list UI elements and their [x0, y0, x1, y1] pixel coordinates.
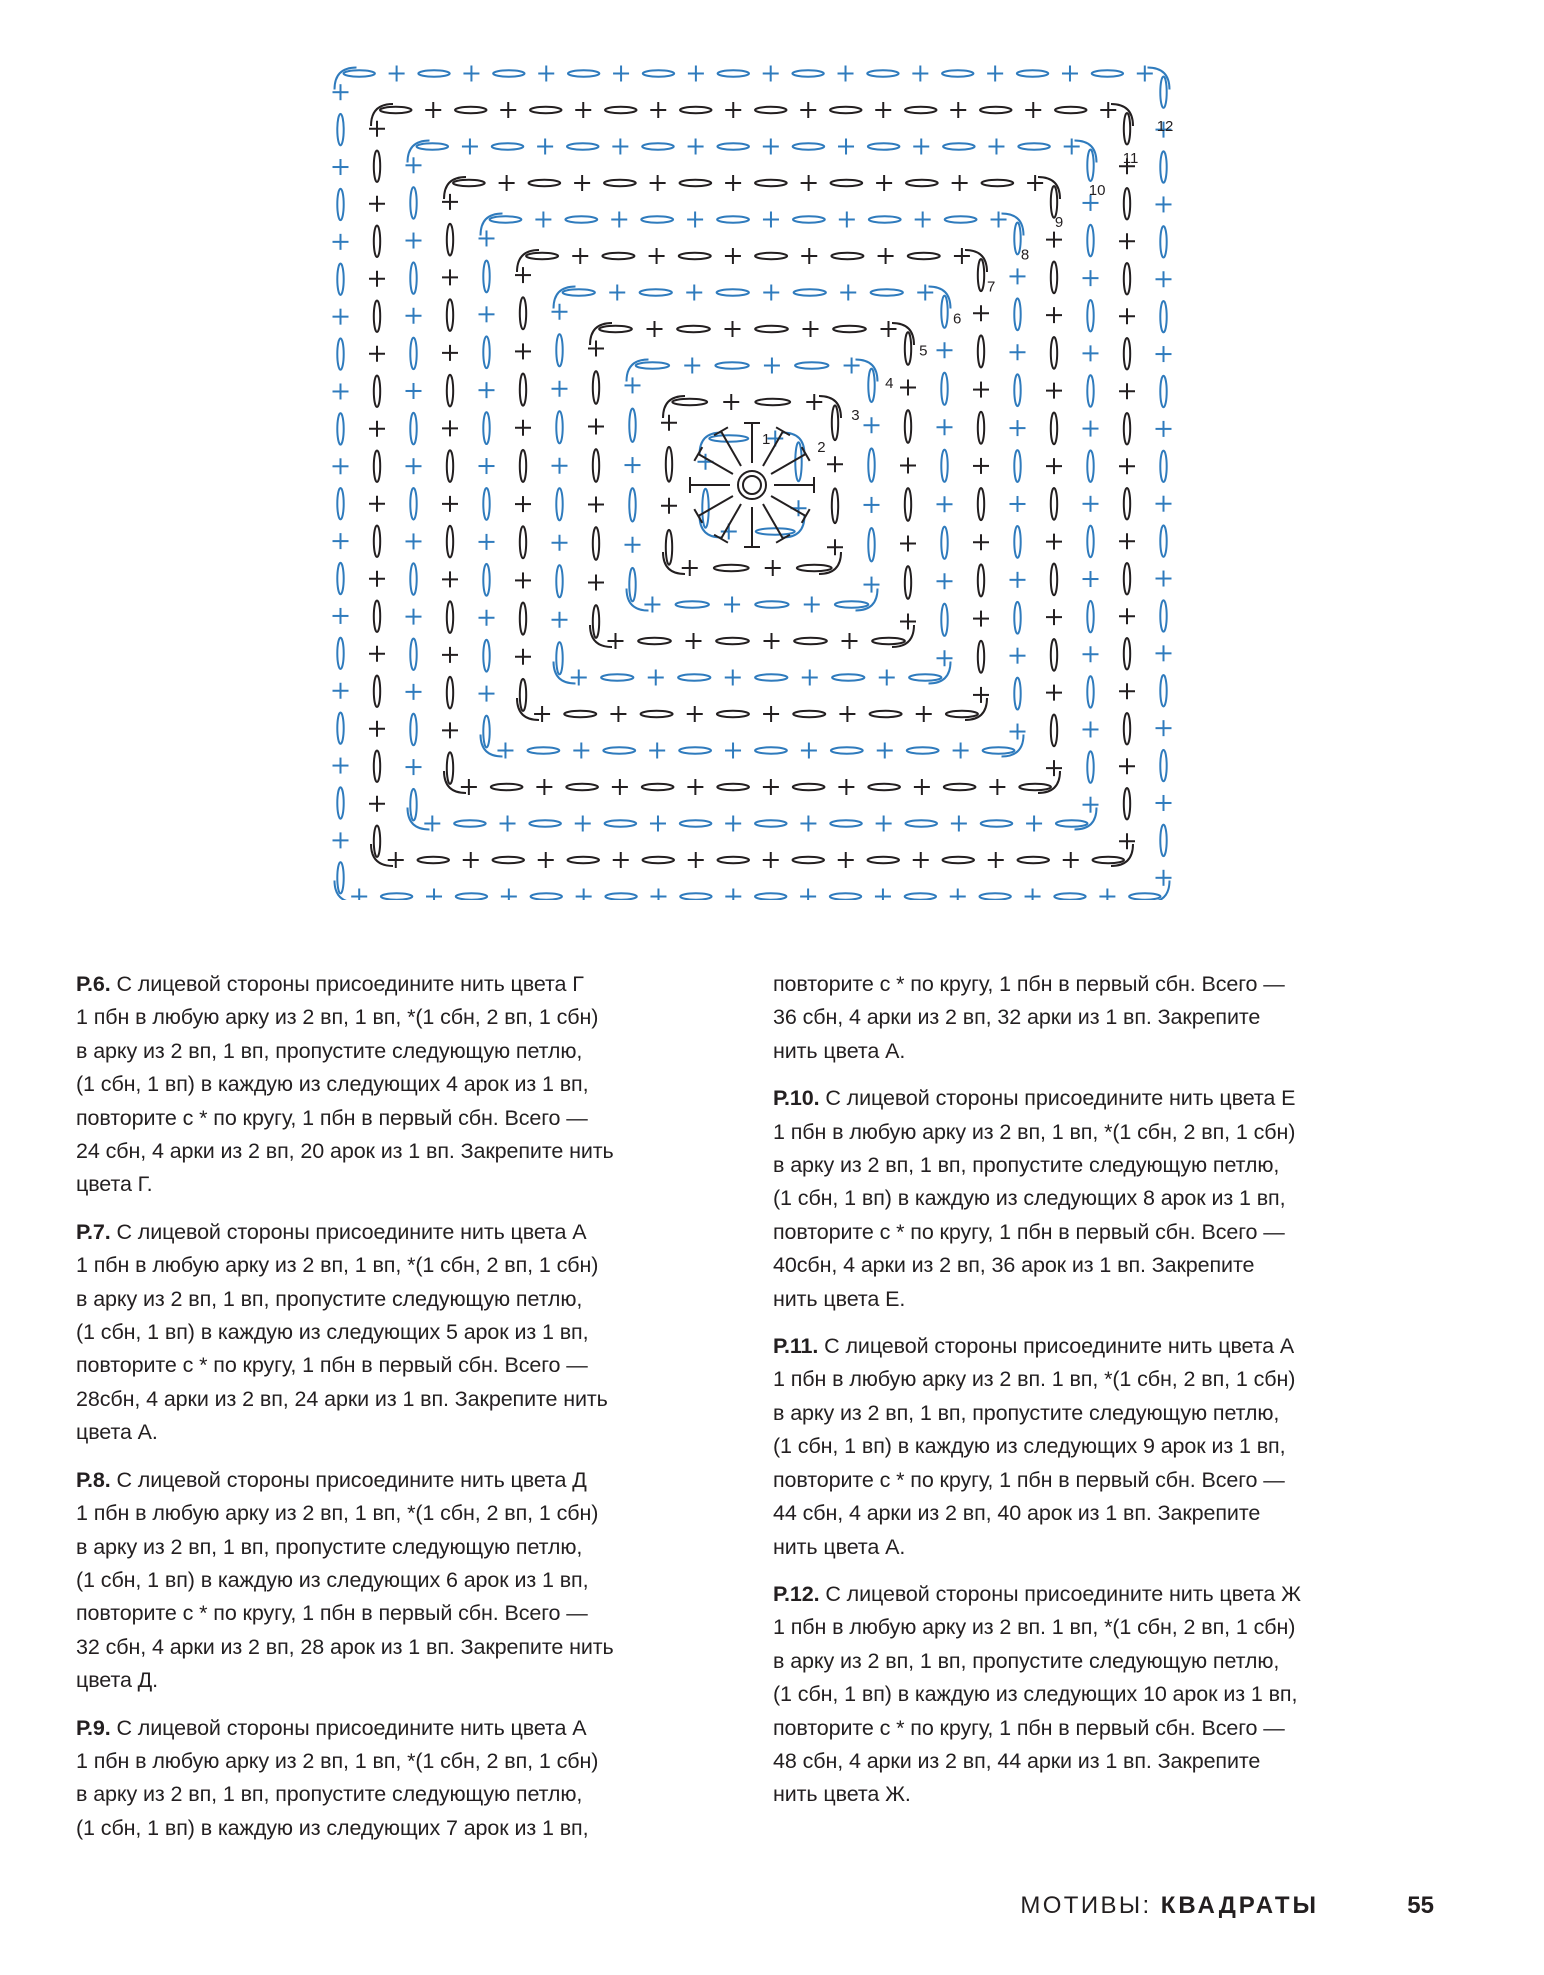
section-label: МОТИВЫ:: [1020, 1892, 1161, 1919]
instruction-line: 1 пбн в любую арку из 2 вп, 1 вп, *(1 сбн, 2 вп, 1 сбн): [773, 1119, 1296, 1144]
instruction-paragraph: [773, 968, 1413, 1068]
instruction-paragraph: [76, 1464, 716, 1698]
instruction-line: цвета А.: [76, 1420, 158, 1445]
chart-row-5: [588, 321, 916, 649]
running-title: [1020, 1892, 1319, 1920]
instruction-line: С лицевой стороны присоедините нить цвета А: [116, 1219, 587, 1244]
instruction-line: в арку из 2 вп, 1 вп, пропустите следующую петлю,: [773, 1400, 1280, 1425]
instruction-paragraph: [76, 1216, 716, 1450]
instructions-left-column: [76, 968, 716, 1859]
chart-row-3: [661, 394, 843, 576]
instruction-paragraph: [76, 1712, 716, 1846]
instruction-line: 32 сбн, 4 арки из 2 вп, 28 арок из 1 вп. Закрепите нить: [76, 1634, 614, 1659]
row-label-1: 1: [762, 431, 771, 448]
chart-row-11: [369, 102, 1135, 868]
row-label-4: 4: [885, 374, 894, 392]
row-label: Р.8.: [76, 1467, 111, 1492]
instruction-line: (1 сбн, 1 вп) в каждую из следующих 6 арок из 1 вп,: [76, 1567, 589, 1592]
instruction-paragraph: [76, 968, 716, 1202]
page-number: 55: [1407, 1892, 1434, 1919]
instruction-line: повторите с * по кругу, 1 пбн в первый сбн. Всего —: [773, 1467, 1285, 1492]
instruction-line: 1 пбн в любую арку из 2 вп, 1 вп, *(1 сбн, 2 вп, 1 сбн): [76, 1253, 599, 1278]
chart-row-12: [333, 66, 1172, 901]
instruction-line: в арку из 2 вп, 1 вп, пропустите следующую петлю,: [76, 1286, 583, 1311]
instruction-line: повторите с * по кругу, 1 пбн в первый сбн. Всего —: [773, 1715, 1285, 1740]
instruction-line: 48 сбн, 4 арки из 2 вп, 44 арки из 1 вп. Закрепите: [773, 1748, 1261, 1773]
row-label-2: 2: [817, 439, 826, 457]
instruction-line: 28сбн, 4 арки из 2 вп, 24 арки из 1 вп. Закрепите нить: [76, 1386, 608, 1411]
instruction-line: в арку из 2 вп, 1 вп, пропустите следующую петлю,: [773, 1648, 1280, 1673]
chart-row-6: [552, 285, 953, 686]
instruction-line: повторите с * по кругу, 1 пбн в первый сбн. Всего —: [76, 1601, 588, 1626]
instruction-line: в арку из 2 вп, 1 вп, пропустите следующую петлю,: [76, 1038, 583, 1063]
instruction-line: цвета Г.: [76, 1172, 153, 1197]
instruction-line: С лицевой стороны присоедините нить цвета Е: [825, 1086, 1296, 1111]
instruction-line: 40сбн, 4 арки из 2 вп, 36 арок из 1 вп. Закрепите: [773, 1253, 1255, 1278]
instruction-line: повторите с * по кругу, 1 пбн в первый сбн. Всего —: [773, 1219, 1285, 1244]
chart-row-9: [442, 175, 1062, 795]
crochet-chart: [0, 0, 1544, 900]
row-label-12: 12: [1156, 117, 1174, 135]
instruction-line: нить цвета Е.: [773, 1286, 906, 1311]
row-label: Р.6.: [76, 972, 111, 996]
row-label-7: 7: [986, 278, 996, 296]
instruction-line: нить цвета Ж.: [773, 1782, 911, 1807]
instruction-line: С лицевой стороны присоедините нить цвета А: [116, 1715, 587, 1740]
instruction-paragraph: [773, 1578, 1413, 1812]
instruction-line: (1 сбн, 1 вп) в каждую из следующих 7 арок из 1 вп,: [76, 1815, 589, 1840]
row-label-11: 11: [1122, 150, 1139, 167]
instructions-right-column: [773, 968, 1413, 1826]
instruction-line: С лицевой стороны присоедините нить цвета Г: [116, 972, 584, 996]
instruction-line: (1 сбн, 1 вп) в каждую из следующих 8 арок из 1 вп,: [773, 1186, 1286, 1211]
instruction-line: (1 сбн, 1 вп) в каждую из следующих 5 арок из 1 вп,: [76, 1320, 589, 1345]
row-label-9: 9: [1054, 214, 1064, 232]
row-label: Р.7.: [76, 1219, 111, 1244]
instruction-paragraph: [773, 1330, 1413, 1564]
instruction-line: повторите с * по кругу, 1 пбн в первый сбн. Всего —: [76, 1105, 588, 1130]
chart-center-ring: [690, 423, 814, 547]
instruction-line: повторите с * по кругу, 1 пбн в первый сбн. Всего —: [76, 1353, 588, 1378]
instruction-line: (1 сбн, 1 вп) в каждую из следующих 4 арок из 1 вп,: [76, 1072, 589, 1097]
row-label: Р.10.: [773, 1086, 820, 1111]
instruction-line: 36 сбн, 4 арки из 2 вп, 32 арки из 1 вп. Закрепите: [773, 1005, 1261, 1030]
row-labels: [762, 118, 1173, 456]
instruction-line: 1 пбн в любую арку из 2 вп. 1 вп, *(1 сбн, 2 вп, 1 сбн): [773, 1615, 1296, 1640]
chart-row-4: [625, 358, 880, 613]
instruction-line: в арку из 2 вп, 1 вп, пропустите следующую петлю,: [76, 1534, 583, 1559]
instruction-line: нить цвета А.: [773, 1534, 906, 1559]
instruction-line: повторите с * по кругу, 1 пбн в первый сбн. Всего —: [773, 972, 1285, 996]
chart-row-10: [406, 139, 1099, 832]
instruction-line: 24 сбн, 4 арки из 2 вп, 20 арок из 1 вп. Закрепите нить: [76, 1139, 614, 1164]
instruction-paragraph: [773, 1082, 1413, 1316]
instruction-line: в арку из 2 вп, 1 вп, пропустите следующую петлю,: [76, 1782, 583, 1807]
row-label-8: 8: [1020, 246, 1030, 264]
instruction-line: 1 пбн в любую арку из 2 вп, 1 вп, *(1 сбн, 2 вп, 1 сбн): [76, 1748, 599, 1773]
instruction-line: С лицевой стороны присоедините нить цвета А: [824, 1334, 1295, 1359]
instruction-line: (1 сбн, 1 вп) в каждую из следующих 10 арок из 1 вп,: [773, 1682, 1298, 1707]
chart-row-7: [515, 248, 989, 722]
page-footer: [0, 1892, 1544, 1932]
instruction-line: 1 пбн в любую арку из 2 вп, 1 вп, *(1 сбн, 2 вп, 1 сбн): [76, 1501, 599, 1526]
instruction-line: нить цвета А.: [773, 1038, 906, 1063]
instruction-line: 44 сбн, 4 арки из 2 вп, 40 арок из 1 вп. Закрепите: [773, 1501, 1261, 1526]
row-label-3: 3: [851, 406, 860, 424]
instruction-line: С лицевой стороны присоедините нить цвета Ж: [825, 1581, 1301, 1606]
instruction-line: 1 пбн в любую арку из 2 вп. 1 вп, *(1 сбн, 2 вп, 1 сбн): [773, 1367, 1296, 1392]
instruction-line: (1 сбн, 1 вп) в каждую из следующих 9 арок из 1 вп,: [773, 1434, 1286, 1459]
instruction-line: в арку из 2 вп, 1 вп, пропустите следующую петлю,: [773, 1153, 1280, 1178]
row-label: Р.9.: [76, 1715, 111, 1740]
chart-row-8: [479, 212, 1026, 759]
instruction-line: 1 пбн в любую арку из 2 вп, 1 вп, *(1 сбн, 2 вп, 1 сбн): [76, 1005, 599, 1030]
row-label: Р.11.: [773, 1334, 819, 1359]
chart-rings: [333, 66, 1172, 901]
row-label-5: 5: [919, 342, 928, 360]
row-label: Р.12.: [773, 1581, 820, 1606]
instruction-line: цвета Д.: [76, 1668, 159, 1693]
row-label-6: 6: [953, 310, 962, 328]
row-label-10: 10: [1088, 182, 1106, 200]
instruction-line: С лицевой стороны присоедините нить цвета Д: [116, 1467, 587, 1492]
section-name: КВАДРАТЫ: [1160, 1892, 1319, 1919]
